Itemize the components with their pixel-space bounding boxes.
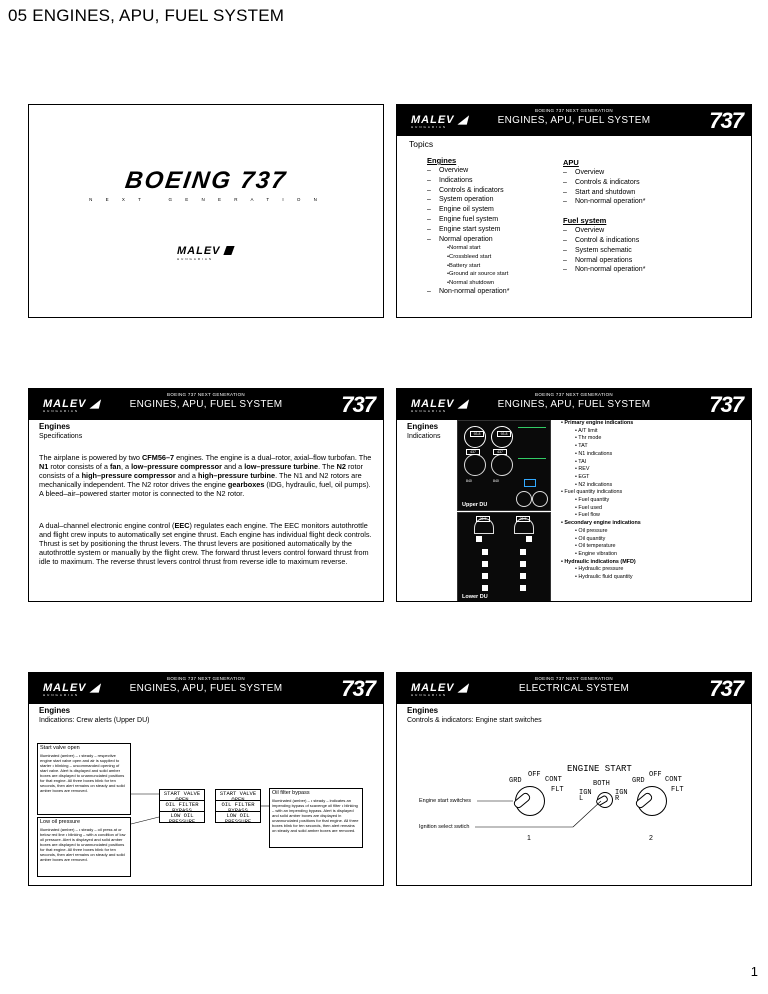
slide-indications (396, 388, 752, 602)
switch1-cont: CONT (545, 776, 562, 784)
secondary-row-4 (482, 573, 526, 579)
apu-topic-title: APU (563, 158, 579, 167)
start-valve-open-callout: Start valve open Illuminated (amber) – • steady – respective engine start valve open and air is supplied to starter • blinking – uncommanded opening of start valve. Alert is displayed and solid amber boxes are displayed to unannunciated positions for that engine. All three boxes blink for ten seconds, then alert remains on steady and solid amber boxes are removed. (37, 743, 131, 815)
slide-header: MALEV ◢ HUNGARIAN BOEING 737 NEXT GENERATION ELECTRICAL SYSTEM 737 (397, 673, 751, 704)
lower-du-label: Lower DU (462, 594, 488, 600)
fuel-topic-list: – Overview – Control & indications – System schematic – Normal operations – Non-normal operation* (563, 226, 703, 275)
header-title: ELECTRICAL SYSTEM (518, 683, 630, 694)
malev-logo: MALEV ◢ HUNGARIAN (411, 398, 469, 413)
secondary-row-5 (482, 585, 526, 591)
annunciator-low-oil-1: LOW OIL PRESSURE (159, 811, 205, 823)
egt-value-right: 437 (493, 449, 507, 455)
slide-header: MALEV ◢ HUNGARIAN BOEING 737 NEXT GENERATION ENGINES, APU, FUEL SYSTEM 737 (29, 673, 383, 704)
engines-topic-list: – Overview – Indications – Controls & indicators – System operation – Engine oil system – Engine fuel system – Engine start system – Normal operation (427, 166, 567, 244)
slide-header: MALEV ◢ HUNGARIAN BOEING 737 NEXT GENERATION ENGINES, APU, FUEL SYSTEM 737 (397, 389, 751, 420)
egt-gauge-right (491, 454, 513, 476)
737-logo: 737 (709, 676, 743, 701)
indications-list: • Primary engine indications • A/T limit • Thr mode • TAT • N1 indications • TAI • REV • EGT • N2 indications • Fuel quantity indications • Fuel quantity • Fuel used • Fuel flow • Secondary engine indications • Oil pressure • Oil quantity • Oil temperature • Engine vibration • Hydraulic indications (MFD) • Hydraulic pressure • Hydraulic fluid quantity (561, 420, 641, 581)
specifications-paragraph-1: The airplane is powered by two CFM56–7 engines. The engine is a dual–rotor, axial–flow turbofan. The N1 rotor consists of a fan, a low–pressure compressor and a low–pressure turbine. The N2 rotor consists of a high–pressure compressor and a high–pressure turbine. The N1 and N2 rotors are mechanically independent. The N2 rotor drives the engine gearboxes (IDG, hydraulic, fuel, oil pumps). A bleed–air–powered starter motor is connected to the N2 rotor. (39, 453, 372, 499)
n1-gauge-left (464, 426, 486, 448)
ignition-r: IGN R (615, 789, 628, 803)
switch1-number: 1 (527, 835, 531, 842)
fuel-gauge-right (532, 491, 548, 507)
apu-topic-list: – Overview – Controls & indicators – Start and shutdown – Non-normal operation* (563, 168, 703, 207)
737-logo: 737 (341, 676, 375, 701)
fuel-topic-title: Fuel system (563, 216, 607, 226)
n2-lower-left: 96.5 (476, 516, 490, 522)
annunciator-oil-filter-2: OIL FILTER BYPASS (215, 800, 261, 812)
secondary-row-1 (476, 536, 532, 542)
engines-topic-title: Engines (427, 156, 457, 165)
switch1-grd: GRD (509, 777, 522, 785)
malev-logo: MALEV ◢ HUNGARIAN (411, 114, 469, 129)
slide-subheading: Indications (407, 433, 441, 440)
annunciator-start-valve-1: START VALVE OPEN (159, 789, 205, 801)
lower-du-display (457, 512, 551, 602)
header-title: ENGINES, APU, FUEL SYSTEM (129, 683, 283, 694)
737-logo: 737 (341, 392, 375, 417)
slide-heading: Engines (39, 422, 71, 431)
switch1-flt: FLT (551, 786, 564, 794)
annunciator-low-oil-2: LOW OIL PRESSURE (215, 811, 261, 823)
slide-crew-alerts (28, 672, 384, 886)
737-logo: 737 (709, 108, 743, 133)
engine-start-panel-title: ENGINE START (567, 764, 632, 774)
egt-value-left: 437 (466, 449, 480, 455)
switch2-cont: CONT (665, 776, 682, 784)
callout-leader-lines (29, 704, 384, 886)
n2-value-left: 840 (466, 479, 472, 483)
slide-specifications (28, 388, 384, 602)
topics-heading: Topics (409, 139, 434, 149)
n1-gauge-right (491, 426, 513, 448)
fuel-indicator (524, 479, 536, 487)
slide-title (28, 104, 384, 318)
header-title: ENGINES, APU, FUEL SYSTEM (497, 115, 651, 126)
slide-engine-start-switches (396, 672, 752, 886)
annunciator-start-valve-2: START VALVE OPEN (215, 789, 261, 801)
ignition-both: BOTH (593, 780, 610, 788)
ignition-l: IGN L (579, 789, 592, 803)
header-title: ENGINES, APU, FUEL SYSTEM (129, 399, 283, 410)
oil-filter-bypass-callout: Oil filter bypass Illuminated (amber) – • steady – indicates an impending bypass of scavenge oil filter • blinking – with an impending bypass. Alert is displayed and solid amber boxes are displayed in unannunciated positions for that engine. All three boxes blink for ten seconds, then alert remains on steady and solid amber boxes are removed. (269, 788, 363, 848)
switch1-off: OFF (528, 771, 541, 779)
malev-logo: MALEV ◢ HUNGARIAN (43, 682, 101, 697)
slide-subheading: Controls & indicators: Engine start switches (407, 717, 542, 724)
specifications-paragraph-2: A dual–channel electronic engine control (EEC) regulates each engine. The EEC monitors autothrottle and flight crew inputs to automatically set engine thrust. Each engine has individual flight deck controls. Thrust is set by positioning the thrust levers. The thrust levers are positioned automatically by the autothrottle system or manually by the flight crew. The forward thrust levers control forward thrust from idle to maximum. The reverse thrust levers control thrust from reverse idle to maximum reverse. (39, 521, 372, 567)
switch2-flt: FLT (671, 786, 684, 794)
slide-heading: Engines (407, 422, 439, 431)
ignition-select-label: Ignition select swtich (419, 824, 470, 830)
fuel-gauge-left (516, 491, 532, 507)
switch2-grd: GRD (632, 777, 645, 785)
slide-header: MALEV ◢ HUNGARIAN BOEING 737 NEXT GENERATION ENGINES, APU, FUEL SYSTEM 737 (29, 389, 383, 420)
boeing-737-wordmark: BOEING 737 (123, 167, 289, 194)
slide-subheading: Specifications (39, 433, 83, 440)
737-logo: 737 (709, 392, 743, 417)
slide-subheading: Indications: Crew alerts (Upper DU) (39, 717, 150, 724)
label-leader-lines (397, 704, 752, 886)
malev-logo: MALEV ◢ HUNGARIAN (43, 398, 101, 413)
malev-tail-icon (223, 246, 234, 255)
upper-du-display (457, 420, 551, 511)
secondary-row-3 (482, 561, 526, 567)
switch2-off: OFF (649, 771, 662, 779)
engine-start-switches-label: Engine start switches (419, 798, 471, 804)
n1-value-right: 93.8 (497, 431, 511, 437)
page-number: 1 (750, 964, 758, 979)
annunciator-oil-filter-1: OIL FILTER BYPASS (159, 800, 205, 812)
malev-logo: MALEV HUNGARIAN (177, 245, 233, 261)
switch2-number: 2 (649, 835, 653, 842)
n1-value-left: 93.8 (470, 431, 484, 437)
slide-topics: MALEV ◢ HUNGARIAN BOEING 737 NEXT GENERATION ENGINES, APU, FUEL SYSTEM 737 Topics Engines – Overview – Indications – Controls & indicators – System operation – Engine oil system – Engine fuel system – Engine start system – Normal operation • Normal start • Crossbleed start • Battery start • Ground air source start • Normal shutdown – Non-normal operation* APU – Overview – Controls & indicators – Start and shutdown – Non-normal operation* Fuel system – Overview – Control & indications – System schematic – Normal operations – Non-normal operation* (396, 104, 752, 318)
alert-grid (518, 427, 546, 459)
low-oil-pressure-callout: Low oil pressure Illuminated (amber) – • steady – oil press at or below red line • blinking – with a condition of low oil pressure. Alert is displayed and solid amber boxes are displayed to unannunciated positions for that engine. All three boxes blink for ten seconds, then alert remains on steady and solid amber boxes are removed. (37, 817, 131, 877)
secondary-row-2 (482, 549, 526, 555)
n2-lower-right: 96.5 (516, 516, 530, 522)
next-generation-text: N E X T G E N E R A T I O N (89, 197, 323, 202)
upper-du-label: Upper DU (462, 502, 488, 508)
slide-header: MALEV ◢ HUNGARIAN BOEING 737 NEXT GENERATION ENGINES, APU, FUEL SYSTEM 737 (397, 105, 751, 136)
n2-value-right: 840 (493, 479, 499, 483)
header-title: ENGINES, APU, FUEL SYSTEM (497, 399, 651, 410)
egt-gauge-left (464, 454, 486, 476)
slide-heading: Engines (407, 706, 439, 715)
document-title: 05 ENGINES, APU, FUEL SYSTEM (8, 6, 285, 25)
slide-heading: Engines (39, 706, 71, 715)
normal-operation-sublist: • Normal start • Crossbleed start • Battery start • Ground air source start • Normal shutdown (427, 244, 567, 287)
malev-logo: MALEV ◢ HUNGARIAN (411, 682, 469, 697)
